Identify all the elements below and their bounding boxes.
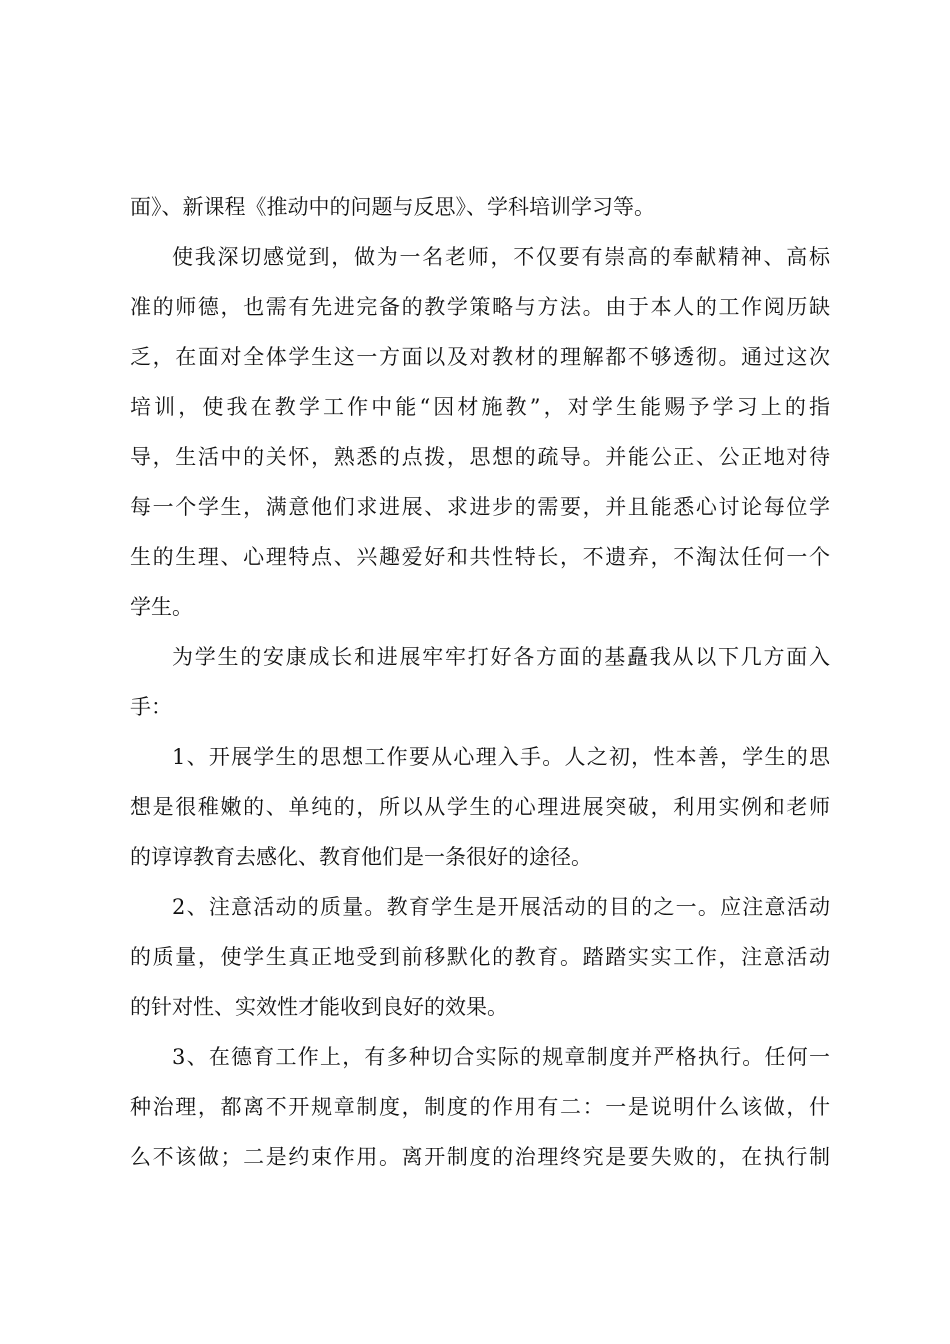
text-line-2: 使我深切感觉到，做为一名老师，不仅要有崇高的奉献精神、高标 [172,245,830,269]
text-line-4: 乏，在面对全体学生这一方面以及对教材的理解都不够透彻。通过这次 [130,345,830,369]
text-line-20: 么不该做；二是约束作用。离开制度的治理终究是要失败的，在执行制 [130,1145,830,1169]
text-line-10: 为学生的安康成长和进展牢牢打好各方面的基矗我从以下几方面入 [172,645,830,669]
text-line-7: 每一个学生，满意他们求进展、求进步的需要，并且能悉心讨论每位学 [130,495,830,519]
text-line-15: 2、注意活动的质量。教育学生是开展活动的目的之一。应注意活动 [172,895,830,919]
text-line-12: 1、开展学生的思想工作要从心理入手。人之初，性本善，学生的思 [172,745,830,769]
text-line-8: 生的生理、心理特点、兴趣爱好和共性特长，不遗弃，不淘汰任何一个 [130,545,830,569]
text-line-13: 想是很稚嫩的、单纯的，所以从学生的心理进展突破，利用实例和老师 [130,795,830,819]
text-line-14: 的谆谆教育去感化、教育他们是一条很好的途径。 [130,845,592,869]
text-line-3: 准的师德，也需有先进完备的教学策略与方法。由于本人的工作阅历缺 [130,295,830,319]
text-line-5: 培训，使我在教学工作中能“因材施教”，对学生能赐予学习上的指 [130,395,830,419]
text-line-11: 手： [130,695,172,719]
text-line-1: 面》、新课程《推动中的问题与反思》、学科培训学习等。 [130,195,655,219]
text-line-9: 学生。 [130,595,193,619]
text-line-18: 3、在德育工作上，有多种切合实际的规章制度并严格执行。任何一 [172,1045,830,1069]
text-line-19: 种治理，都离不开规章制度，制度的作用有二：一是说明什么该做，什 [130,1095,830,1119]
text-line-16: 的质量，使学生真正地受到前移默化的教育。踏踏实实工作，注意活动 [130,945,830,969]
text-line-6: 导，生活中的关怀，熟悉的点拨，思想的疏导。并能公正、公正地对待 [130,445,830,469]
text-line-17: 的针对性、实效性才能收到良好的效果。 [130,995,508,1019]
